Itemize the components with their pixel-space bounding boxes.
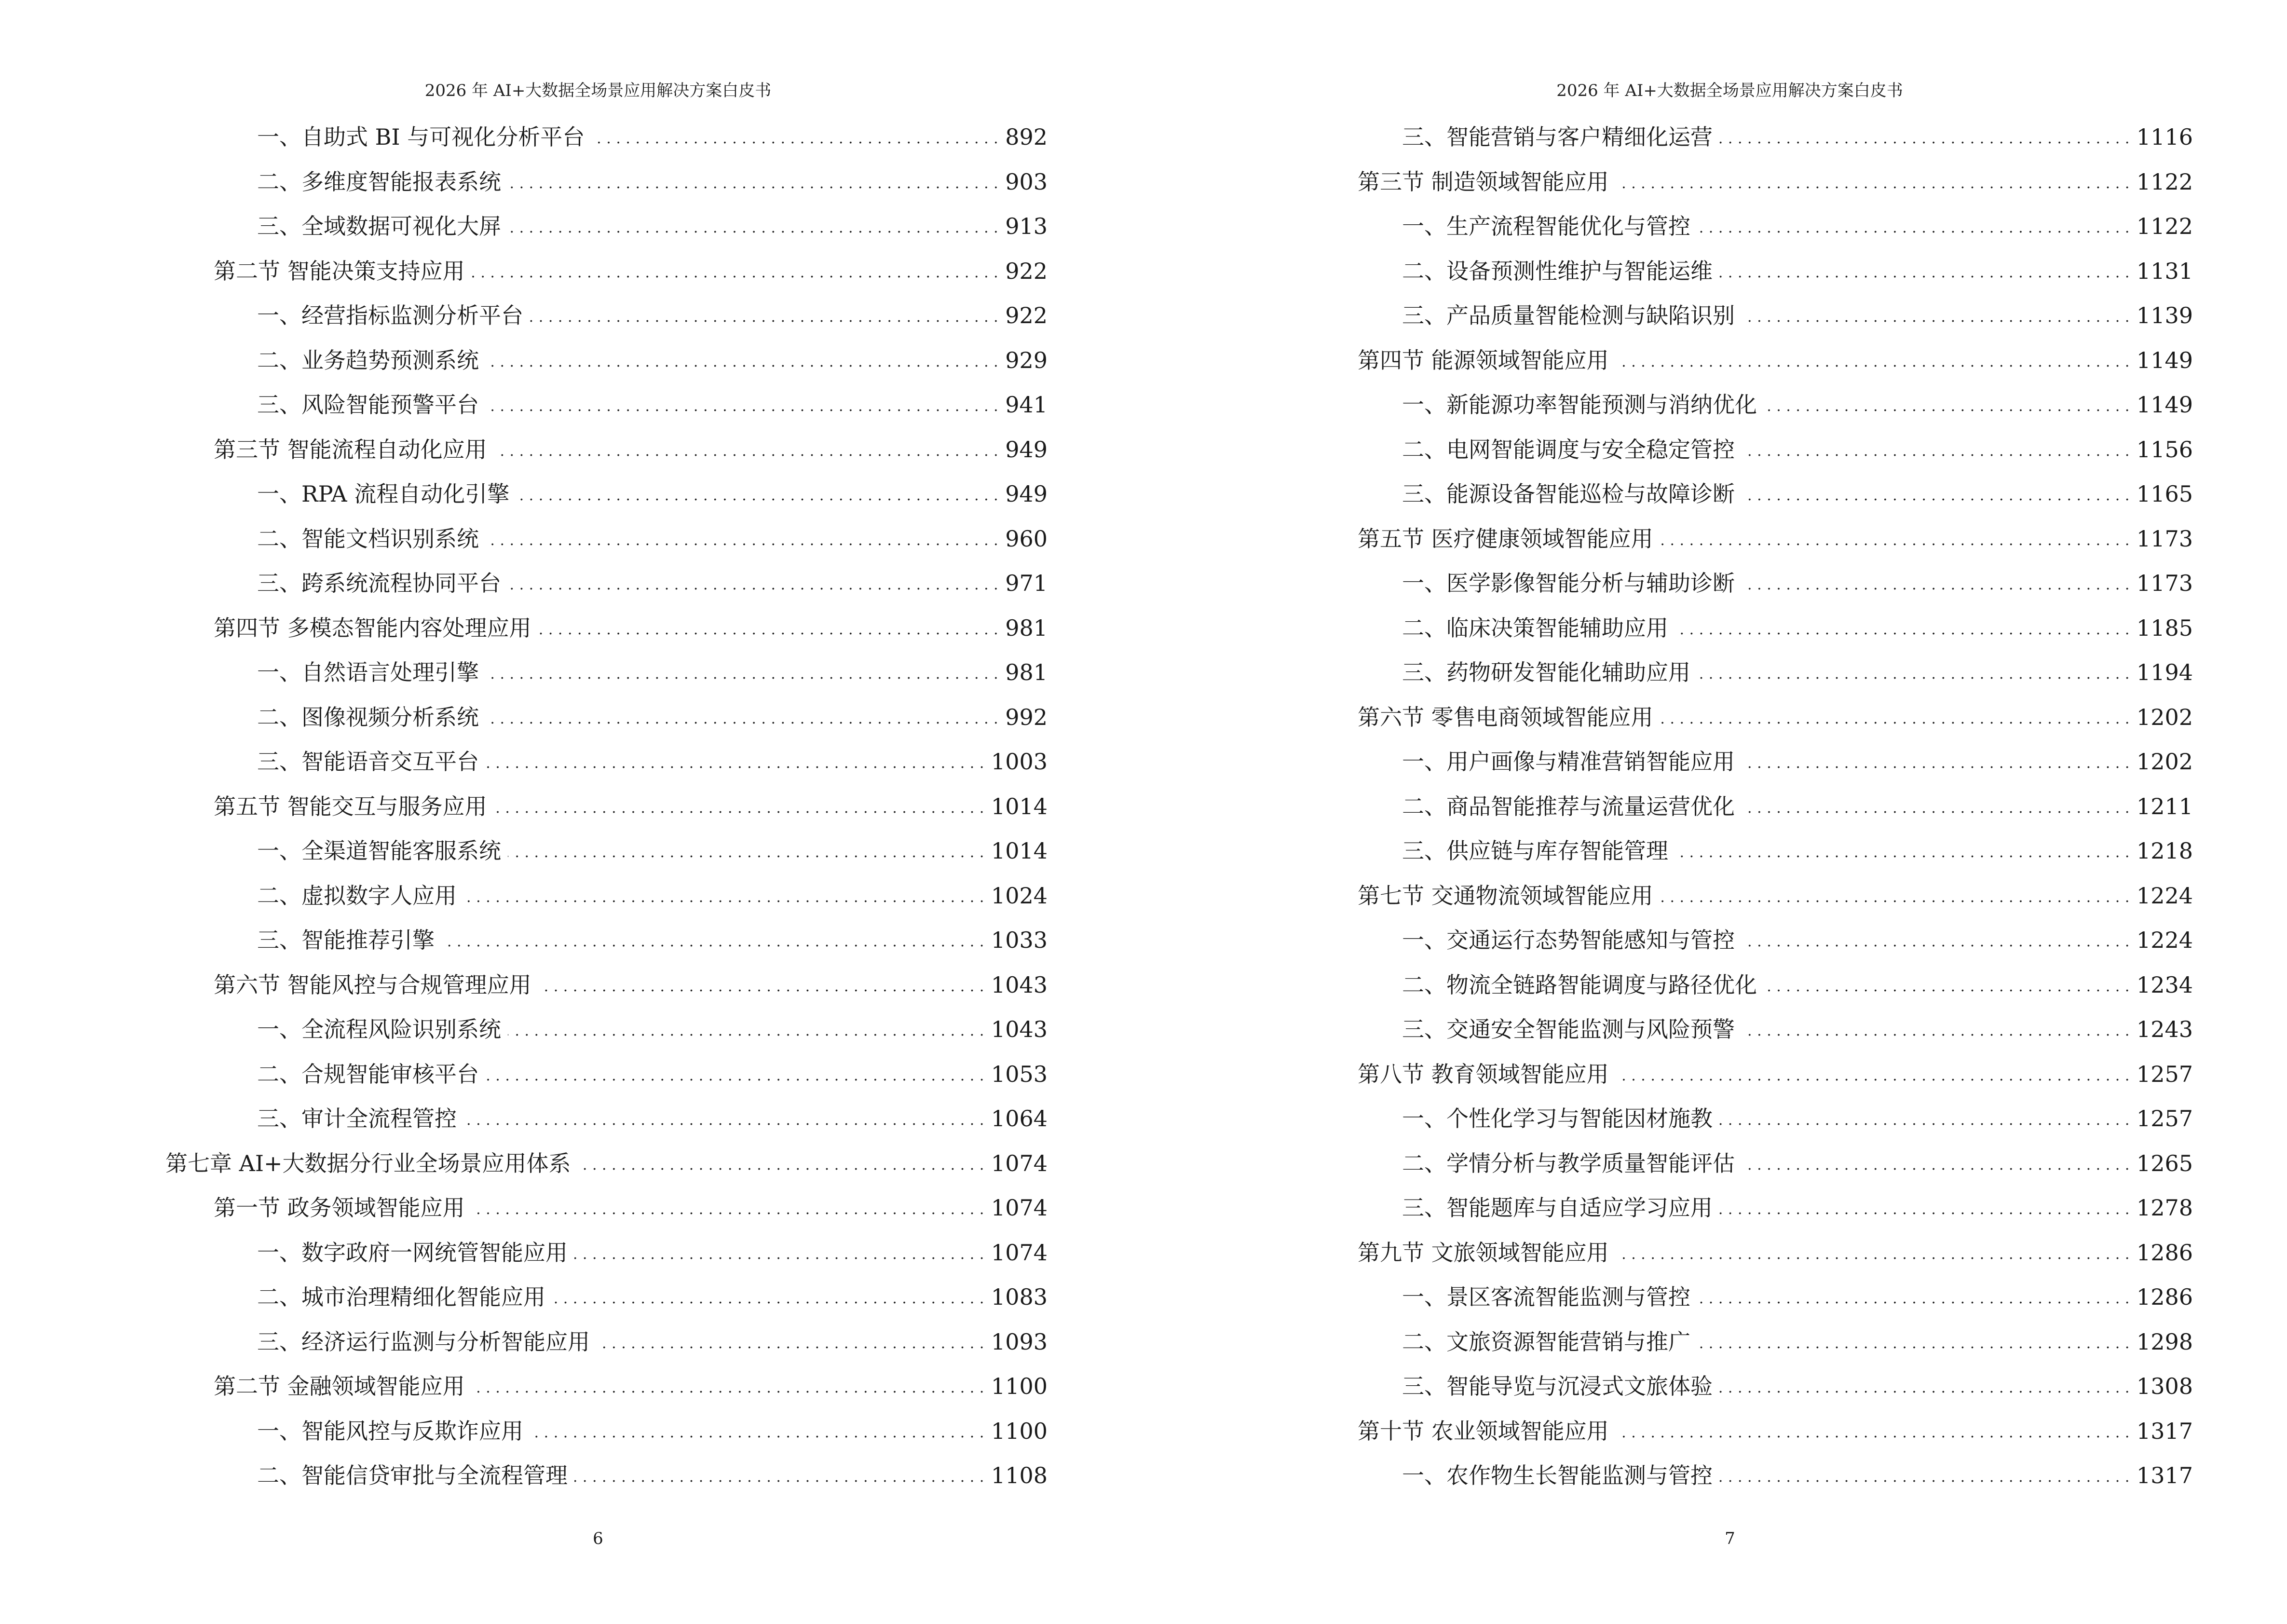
toc-entry-page-number: 1243 (2136, 1016, 2193, 1043)
toc-entry-title: 第四节 能源领域智能应用 (1358, 347, 1609, 373)
dot-leader (486, 751, 984, 773)
toc-entry-sub[interactable] (1144, 1141, 2193, 1186)
table-of-contents (1144, 115, 2193, 1498)
toc-entry-title: 一、农作物生长智能监测与管控 (1402, 1462, 1713, 1489)
toc-entry-sub[interactable] (1144, 293, 2193, 338)
toc-entry-title: 二、文旅资源智能营销与推广 (1402, 1328, 1690, 1355)
right-page (1144, 0, 2287, 1624)
dot-leader (508, 572, 998, 594)
toc-entry-page-number: 941 (1005, 392, 1048, 418)
toc-entry-page-number: 971 (1005, 570, 1048, 597)
toc-entry-page-number: 981 (1005, 614, 1048, 641)
toc-entry-page-number: 1024 (991, 882, 1048, 909)
dot-leader (597, 1331, 984, 1353)
dot-leader (486, 661, 998, 683)
dot-leader (1616, 1063, 2130, 1085)
dot-leader (1697, 215, 2130, 237)
toc-entry-page-number: 922 (1005, 302, 1048, 329)
dot-leader (1660, 528, 2130, 550)
toc-entry-title: 第二节 智能决策支持应用 (214, 258, 465, 284)
toc-entry-sub[interactable] (1144, 918, 2193, 963)
toc-entry-section[interactable] (1144, 1230, 2193, 1275)
toc-entry-title: 第三节 制造领域智能应用 (1358, 168, 1609, 195)
dot-leader (494, 438, 999, 461)
dot-leader (1719, 1464, 2130, 1487)
toc-entry-title: 第五节 医疗健康领域智能应用 (1358, 525, 1653, 552)
toc-entry-title: 三、智能营销与客户精细化运营 (1402, 124, 1713, 150)
toc-entry-sub[interactable] (1144, 739, 2193, 784)
toc-entry-page-number: 1308 (2136, 1373, 2193, 1400)
toc-entry-title: 二、设备预测性维护与智能运维 (1402, 258, 1713, 284)
toc-entry-title: 第二节 金融领域智能应用 (214, 1373, 465, 1400)
toc-entry-title: 二、合规智能审核平台 (257, 1061, 479, 1087)
toc-entry-sub[interactable] (1144, 784, 2193, 829)
toc-entry-page-number: 922 (1005, 258, 1048, 284)
toc-entry-title: 三、经济运行监测与分析智能应用 (257, 1328, 590, 1355)
dot-leader (494, 795, 984, 818)
toc-entry-title: 二、城市治理精细化智能应用 (257, 1284, 545, 1310)
toc-entry-sub[interactable] (1144, 829, 2193, 873)
toc-entry-page-number: 913 (1005, 213, 1048, 240)
dot-leader (486, 1063, 984, 1085)
toc-entry-sub[interactable] (0, 382, 1048, 427)
toc-entry-section[interactable] (0, 1364, 1048, 1409)
dot-leader (1742, 1018, 2130, 1040)
toc-entry-sub[interactable] (1144, 472, 2193, 517)
toc-entry-title: 二、临床决策智能辅助应用 (1402, 614, 1668, 641)
dot-leader (591, 126, 998, 148)
toc-entry-sub[interactable] (0, 1409, 1048, 1454)
toc-entry-title: 第三节 智能流程自动化应用 (214, 436, 487, 463)
toc-entry-title: 一、智能风控与反欺诈应用 (257, 1418, 523, 1444)
toc-entry-sub[interactable] (0, 472, 1048, 517)
toc-entry-title: 二、多维度智能报表系统 (257, 168, 501, 195)
toc-entry-page-number: 892 (1005, 124, 1048, 150)
toc-entry-page-number: 1116 (2136, 124, 2193, 150)
toc-entry-page-number: 1202 (2136, 749, 2193, 775)
dot-leader (1764, 974, 2130, 996)
dot-leader (530, 1420, 984, 1442)
toc-entry-page-number: 1064 (991, 1105, 1048, 1132)
toc-entry-section[interactable] (0, 427, 1048, 472)
toc-entry-sub[interactable] (0, 338, 1048, 383)
toc-entry-title: 一、自然语言处理引擎 (257, 659, 479, 686)
toc-entry-sub[interactable] (0, 739, 1048, 784)
toc-entry-title: 第九节 文旅领域智能应用 (1358, 1239, 1609, 1266)
toc-entry-section[interactable] (1144, 695, 2193, 740)
toc-entry-title: 一、用户画像与精准营销智能应用 (1402, 749, 1735, 775)
dot-leader (1719, 260, 2130, 282)
toc-entry-sub[interactable] (1144, 650, 2193, 695)
toc-entry-section[interactable] (0, 249, 1048, 294)
toc-entry-sub[interactable] (1144, 1275, 2193, 1320)
toc-entry-section[interactable] (0, 784, 1048, 829)
toc-entry-page-number: 1108 (991, 1462, 1048, 1489)
toc-entry-page-number: 929 (1005, 347, 1048, 373)
toc-entry-sub[interactable] (0, 561, 1048, 606)
toc-entry-page-number: 1093 (991, 1328, 1048, 1355)
toc-entry-page-number: 1131 (2136, 258, 2193, 284)
toc-entry-sub[interactable] (1144, 1186, 2193, 1230)
toc-entry-section[interactable] (0, 963, 1048, 1008)
dot-leader (508, 1018, 984, 1040)
toc-entry-title: 二、虚拟数字人应用 (257, 882, 457, 909)
toc-entry-page-number: 1074 (991, 1150, 1048, 1176)
toc-entry-section[interactable] (1144, 338, 2193, 383)
dot-leader (508, 171, 998, 193)
toc-entry-page-number: 1257 (2136, 1105, 2193, 1132)
toc-entry-page-number: 1317 (2136, 1418, 2193, 1444)
toc-entry-page-number: 1053 (991, 1061, 1048, 1087)
dot-leader (538, 617, 999, 639)
toc-entry-sub[interactable] (1144, 1453, 2193, 1498)
toc-entry-title: 三、供应链与库存智能管理 (1402, 838, 1668, 864)
toc-entry-title: 一、景区客流智能监测与管控 (1402, 1284, 1690, 1310)
toc-entry-title: 第七节 交通物流领域智能应用 (1358, 882, 1653, 909)
dot-leader (472, 1197, 984, 1219)
dot-leader (1742, 751, 2130, 773)
toc-entry-sub[interactable] (0, 1096, 1048, 1141)
toc-entry-title: 三、药物研发智能化辅助应用 (1402, 659, 1690, 686)
toc-entry-title: 一、自助式 BI 与可视化分析平台 (257, 124, 585, 150)
toc-entry-sub[interactable] (1144, 1007, 2193, 1052)
dot-leader (486, 394, 998, 416)
toc-entry-sub[interactable] (0, 1275, 1048, 1320)
toc-entry-page-number: 1074 (991, 1239, 1048, 1266)
toc-entry-sub[interactable] (0, 1230, 1048, 1275)
toc-entry-title: 三、智能题库与自适应学习应用 (1402, 1195, 1713, 1221)
toc-entry-title: 三、智能语音交互平台 (257, 749, 479, 775)
toc-entry-sub[interactable] (1144, 204, 2193, 249)
toc-entry-title: 三、能源设备智能巡检与故障诊断 (1402, 481, 1735, 507)
toc-entry-sub[interactable] (1144, 561, 2193, 606)
toc-entry-chapter[interactable] (0, 1141, 1048, 1186)
dot-leader (574, 1242, 984, 1264)
toc-entry-sub[interactable] (0, 1320, 1048, 1365)
toc-entry-title: 二、图像视频分析系统 (257, 704, 479, 730)
toc-entry-page-number: 1003 (991, 749, 1048, 775)
table-of-contents (0, 115, 1048, 1498)
toc-entry-page-number: 1043 (991, 971, 1048, 998)
toc-entry-sub[interactable] (0, 918, 1048, 963)
toc-entry-sub[interactable] (1144, 1320, 2193, 1365)
dot-leader (472, 1375, 984, 1397)
toc-entry-title: 三、智能导览与沉浸式文旅体验 (1402, 1373, 1713, 1400)
toc-entry-sub[interactable] (1144, 115, 2193, 160)
toc-entry-title: 三、跨系统流程协同平台 (257, 570, 501, 597)
toc-entry-page-number: 1234 (2136, 971, 2193, 998)
dot-leader (1660, 885, 2130, 907)
toc-entry-page-number: 1156 (2136, 436, 2193, 463)
dot-leader (486, 706, 998, 728)
toc-entry-page-number: 1278 (2136, 1195, 2193, 1221)
dot-leader (516, 483, 998, 505)
dot-leader (1719, 1197, 2130, 1219)
toc-entry-title: 一、交通运行态势智能感知与管控 (1402, 927, 1735, 954)
toc-entry-sub[interactable] (1144, 606, 2193, 651)
dot-leader (1742, 438, 2130, 461)
toc-entry-title: 二、电网智能调度与安全稳定管控 (1402, 436, 1735, 463)
toc-entry-title: 第六节 零售电商领域智能应用 (1358, 704, 1653, 730)
toc-entry-title: 一、个性化学习与智能因材施教 (1402, 1105, 1713, 1132)
dot-leader (472, 260, 999, 282)
page-number: 7 (1725, 1529, 1735, 1548)
toc-entry-title: 二、学情分析与教学质量智能评估 (1402, 1150, 1735, 1176)
dot-leader (538, 974, 984, 996)
toc-entry-sub[interactable] (0, 160, 1048, 205)
toc-entry-page-number: 1165 (2136, 481, 2193, 507)
toc-entry-title: 第一节 政务领域智能应用 (214, 1195, 465, 1221)
toc-entry-title: 二、物流全链路智能调度与路径优化 (1402, 971, 1757, 998)
toc-entry-sub[interactable] (1144, 1364, 2193, 1409)
dot-leader (508, 840, 984, 862)
dot-leader (1675, 840, 2130, 862)
toc-entry-page-number: 1211 (2136, 793, 2193, 819)
toc-entry-page-number: 1043 (991, 1016, 1048, 1043)
toc-entry-page-number: 981 (1005, 659, 1048, 686)
toc-entry-title: 一、全流程风险识别系统 (257, 1016, 501, 1043)
dot-leader (1742, 929, 2130, 951)
toc-entry-title: 二、业务趋势预测系统 (257, 347, 479, 373)
toc-entry-title: 一、经营指标监测分析平台 (257, 302, 523, 329)
dot-leader (1764, 394, 2130, 416)
dot-leader (578, 1152, 984, 1174)
toc-entry-title: 三、全域数据可视化大屏 (257, 213, 501, 240)
toc-entry-sub[interactable] (0, 293, 1048, 338)
toc-entry-page-number: 1298 (2136, 1328, 2193, 1355)
toc-entry-page-number: 1139 (2136, 302, 2193, 329)
toc-entry-title: 二、商品智能推荐与流量运营优化 (1402, 793, 1735, 819)
toc-entry-page-number: 1033 (991, 927, 1048, 954)
toc-entry-page-number: 1257 (2136, 1061, 2193, 1087)
dot-leader (552, 1286, 984, 1308)
toc-entry-page-number: 1083 (991, 1284, 1048, 1310)
toc-entry-title: 三、交通安全智能监测与风险预警 (1402, 1016, 1735, 1043)
dot-leader (1675, 617, 2130, 639)
toc-entry-page-number: 903 (1005, 168, 1048, 195)
toc-entry-page-number: 1100 (991, 1418, 1048, 1444)
toc-entry-title: 一、RPA 流程自动化引擎 (257, 481, 510, 507)
toc-entry-sub[interactable] (1144, 963, 2193, 1008)
toc-entry-title: 一、全渠道智能客服系统 (257, 838, 501, 864)
dot-leader (1697, 1331, 2130, 1353)
toc-entry-page-number: 1185 (2136, 614, 2193, 641)
dot-leader (1719, 1107, 2130, 1130)
dot-leader (1616, 1242, 2130, 1264)
toc-entry-page-number: 1194 (2136, 659, 2193, 686)
dot-leader (1697, 1286, 2130, 1308)
toc-entry-page-number: 949 (1005, 481, 1048, 507)
toc-entry-title: 三、智能推荐引擎 (257, 927, 435, 954)
dot-leader (1616, 1420, 2130, 1442)
toc-entry-title: 第七章 AI+大数据分行业全场景应用体系 (165, 1150, 571, 1176)
toc-entry-title: 三、审计全流程管控 (257, 1105, 457, 1132)
toc-entry-page-number: 992 (1005, 704, 1048, 730)
toc-entry-title: 一、医学影像智能分析与辅助诊断 (1402, 570, 1735, 597)
dot-leader (1660, 706, 2130, 728)
toc-entry-section[interactable] (1144, 1409, 2193, 1454)
dot-leader (1616, 171, 2130, 193)
toc-entry-page-number: 1286 (2136, 1239, 2193, 1266)
toc-entry-section[interactable] (1144, 1052, 2193, 1097)
toc-entry-page-number: 1286 (2136, 1284, 2193, 1310)
dot-leader (1719, 1375, 2130, 1397)
toc-entry-sub[interactable] (0, 1052, 1048, 1097)
toc-entry-page-number: 1218 (2136, 838, 2193, 864)
dot-leader (1697, 661, 2130, 683)
dot-leader (574, 1464, 984, 1487)
toc-entry-sub[interactable] (1144, 382, 2193, 427)
toc-entry-page-number: 1224 (2136, 927, 2193, 954)
toc-entry-page-number: 1014 (991, 793, 1048, 819)
toc-entry-page-number: 1122 (2136, 168, 2193, 195)
toc-entry-page-number: 1317 (2136, 1462, 2193, 1489)
toc-entry-section[interactable] (1144, 873, 2193, 918)
toc-entry-sub[interactable] (1144, 427, 2193, 472)
dot-leader (1742, 483, 2130, 505)
toc-entry-sub[interactable] (0, 1453, 1048, 1498)
toc-entry-page-number: 949 (1005, 436, 1048, 463)
dot-leader (1616, 349, 2130, 371)
toc-entry-section[interactable] (0, 1186, 1048, 1230)
toc-entry-page-number: 1173 (2136, 570, 2193, 597)
toc-entry-title: 第五节 智能交互与服务应用 (214, 793, 487, 819)
toc-entry-section[interactable] (1144, 517, 2193, 561)
toc-entry-sub[interactable] (0, 829, 1048, 873)
toc-entry-title: 三、产品质量智能检测与缺陷识别 (1402, 302, 1735, 329)
running-header: 2026 年 AI+大数据全场景应用解决方案白皮书 (424, 81, 772, 100)
dot-leader (1742, 304, 2130, 327)
dot-leader (1742, 795, 2130, 818)
toc-entry-page-number: 960 (1005, 525, 1048, 552)
page-number: 6 (593, 1529, 603, 1548)
dot-leader (463, 885, 984, 907)
toc-entry-title: 二、智能信贷审批与全流程管理 (257, 1462, 568, 1489)
dot-leader (508, 215, 998, 237)
running-header: 2026 年 AI+大数据全场景应用解决方案白皮书 (1556, 81, 1903, 100)
toc-entry-page-number: 1014 (991, 838, 1048, 864)
dot-leader (1719, 126, 2130, 148)
toc-entry-sub[interactable] (0, 695, 1048, 740)
toc-entry-sub[interactable] (0, 517, 1048, 561)
toc-entry-title: 一、数字政府一网统管智能应用 (257, 1239, 568, 1266)
toc-entry-title: 二、智能文档识别系统 (257, 525, 479, 552)
toc-entry-sub[interactable] (0, 873, 1048, 918)
dot-leader (530, 304, 998, 327)
toc-entry-title: 一、生产流程智能优化与管控 (1402, 213, 1690, 240)
dot-leader (486, 349, 998, 371)
toc-entry-page-number: 1202 (2136, 704, 2193, 730)
dot-leader (463, 1107, 984, 1130)
dot-leader (441, 929, 984, 951)
dot-leader (486, 528, 998, 550)
toc-entry-page-number: 1265 (2136, 1150, 2193, 1176)
toc-entry-sub[interactable] (0, 1007, 1048, 1052)
toc-entry-sub[interactable] (1144, 1096, 2193, 1141)
toc-entry-page-number: 1149 (2136, 347, 2193, 373)
toc-entry-sub[interactable] (1144, 249, 2193, 294)
toc-entry-page-number: 1173 (2136, 525, 2193, 552)
toc-entry-sub[interactable] (0, 650, 1048, 695)
toc-entry-sub[interactable] (0, 204, 1048, 249)
toc-entry-title: 第六节 智能风控与合规管理应用 (214, 971, 531, 998)
toc-entry-section[interactable] (1144, 160, 2193, 205)
toc-entry-title: 三、风险智能预警平台 (257, 392, 479, 418)
toc-entry-title: 第四节 多模态智能内容处理应用 (214, 614, 531, 641)
toc-entry-page-number: 1074 (991, 1195, 1048, 1221)
toc-entry-title: 第十节 农业领域智能应用 (1358, 1418, 1609, 1444)
toc-entry-page-number: 1122 (2136, 213, 2193, 240)
dot-leader (1742, 1152, 2130, 1174)
toc-entry-page-number: 1100 (991, 1373, 1048, 1400)
dot-leader (1742, 572, 2130, 594)
toc-entry-sub[interactable] (0, 115, 1048, 160)
toc-entry-section[interactable] (0, 606, 1048, 651)
toc-entry-title: 一、新能源功率智能预测与消纳优化 (1402, 392, 1757, 418)
toc-entry-title: 第八节 教育领域智能应用 (1358, 1061, 1609, 1087)
toc-entry-page-number: 1149 (2136, 392, 2193, 418)
toc-entry-page-number: 1224 (2136, 882, 2193, 909)
